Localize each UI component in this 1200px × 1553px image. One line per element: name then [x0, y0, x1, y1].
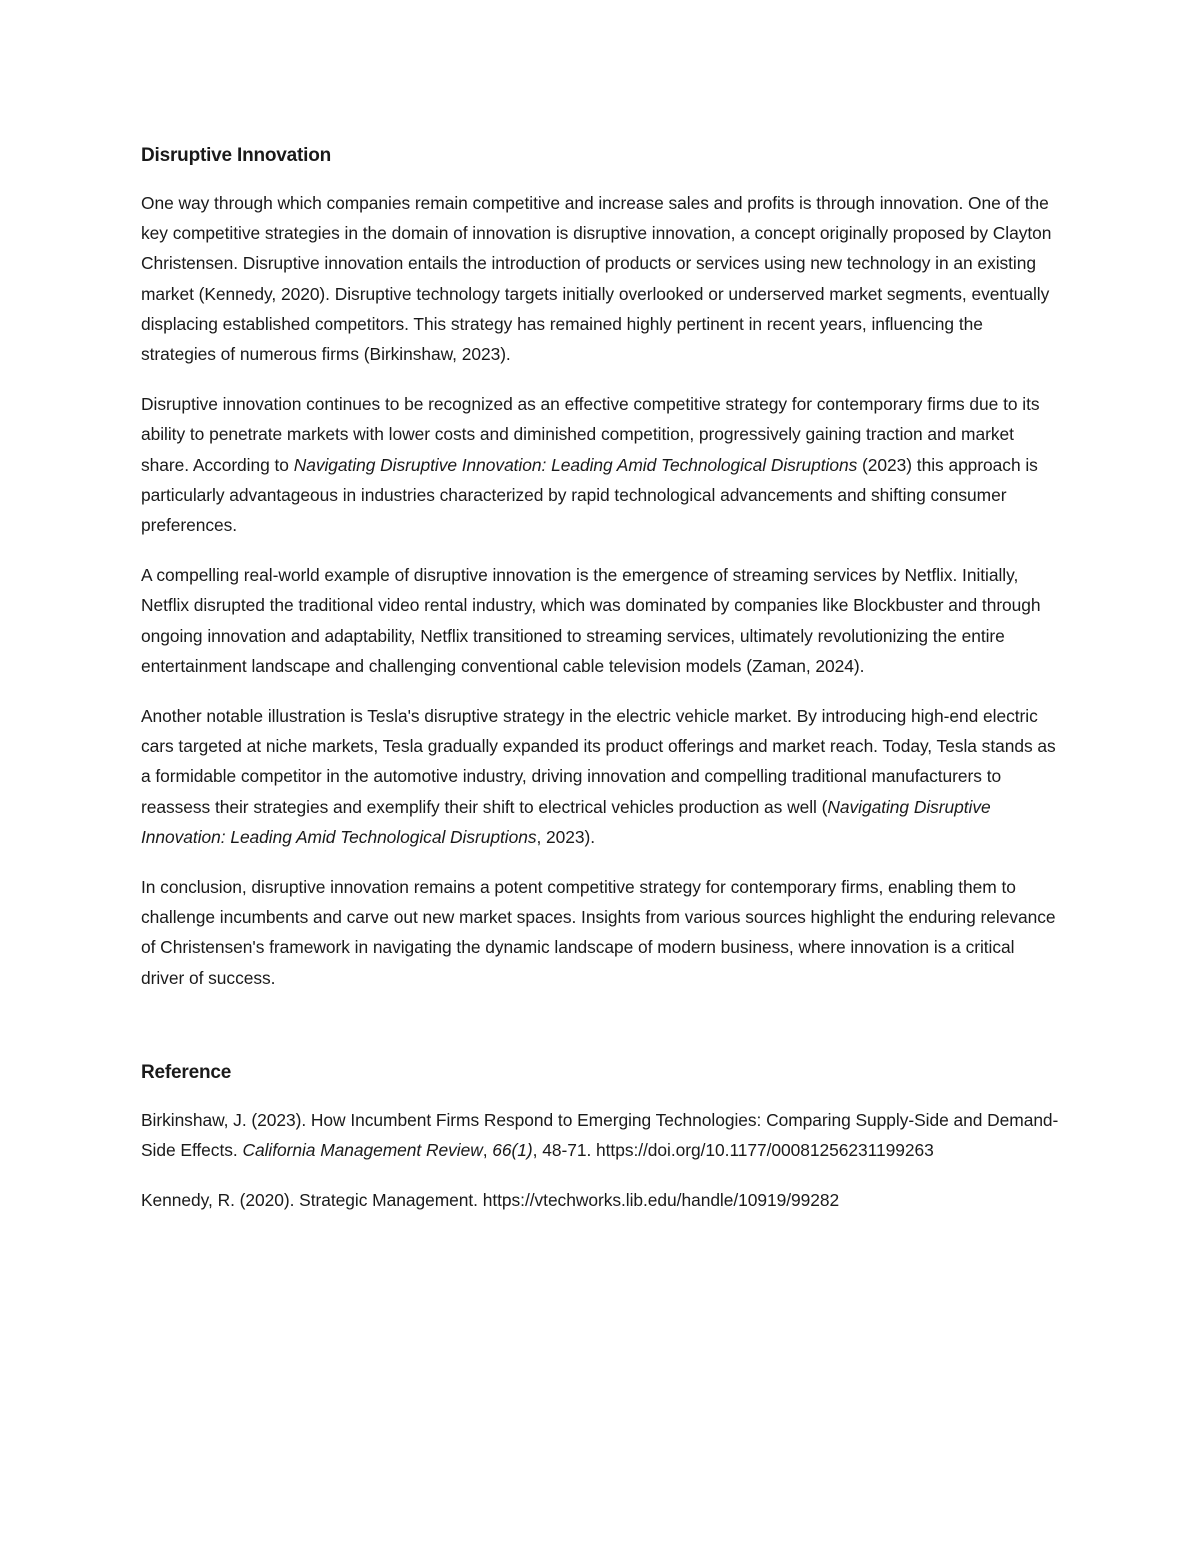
reference-heading: Reference: [141, 1061, 232, 1083]
paragraph-3: A compelling real-world example of disruptive innovation is the emergence of streaming services by Netflix. Initially, Netflix disrupted the traditional video rental industry, which was dominated by companies like Blockbuster and through ongoing innovation and adaptability, Netflix transitioned to streaming services, ultimately revolutionizing the entire entertainment landscape and challenging conventional cable television models (Zaman, 2024).: [141, 565, 1041, 676]
paragraph-1: One way through which companies remain competitive and increase sales and profits is through innovation. One of the key competitive strategies in the domain of innovation is disruptive innovation, a concept originally proposed by Clayton Christensen. Disruptive innovation entails the introduction of products or services using new technology in an existing market (Kennedy, 2020). Disruptive technology targets initially overlooked or underserved market segments, eventually displacing established competitors. This strategy has remained highly pertinent in recent years, influencing the strategies of numerous firms (Birkinshaw, 2023).: [141, 193, 1052, 365]
paragraph-2: [141, 389, 1061, 540]
paragraph-2-text-a: Disruptive innovation continues to be recognized as an effective competitive strategy for contemporary firms due to its ability to penetrate markets with lower costs and diminished competition, progressively gaining traction and market share. According to: [141, 394, 1040, 475]
reference-1-separator: ,: [482, 1140, 493, 1161]
reference-1-journal: California Management Review: [242, 1140, 483, 1161]
paragraph-2-italic-title: Navigating Disruptive Innovation: Leading Amid Technological Disruptions: [293, 454, 858, 475]
document-page: [141, 138, 1061, 1215]
paragraph-5: In conclusion, disruptive innovation remains a potent competitive strategy for contemporary firms, enabling them to challenge incumbents and carve out new market spaces. Insights from various sources highlight the enduring relevance of Christensen's framework in navigating the dynamic landscape of modern business, where innovation is a critical driver of success.: [141, 877, 1056, 988]
reference-entry-2: Kennedy, R. (2020). Strategic Management. https://vtechworks.lib.edu/handle/10919/99282: [141, 1190, 840, 1211]
reference-1-text-b: , 48-71. https://doi.org/10.1177/00081256231199263: [532, 1140, 934, 1161]
paragraph-2-text-b: (2023) this approach is particularly advantageous in industries characterized by rapid technological advancements and shifting consumer preferences.: [141, 454, 1038, 536]
paragraph-4-text-a: Another notable illustration is Tesla's disruptive strategy in the electric vehicle market. By introducing high-end electric cars targeted at niche markets, Tesla gradually expanded its product offerings and market reach. Today, Tesla stands as a formidable competitor in the automotive industry, driving innovation and compelling traditional manufacturers to reassess their strategies and exemplify their shift to electrical vehicles production as well (: [141, 706, 1056, 817]
paragraph-4-italic-title: Navigating Disruptive Innovation: Leading Amid Technological Disruptions: [141, 796, 991, 847]
paragraph-4: [141, 701, 1061, 852]
section-heading: Disruptive Innovation: [141, 145, 332, 166]
reference-1-text-a: Birkinshaw, J. (2023). How Incumbent Firms Respond to Emerging Technologies: Comparing Supply-Side and Demand-Side Effects.: [141, 1109, 1059, 1161]
paragraph-4-text-b: , 2023).: [536, 826, 596, 847]
reference-1-volume: 66(1): [492, 1140, 533, 1161]
reference-entry-1: [141, 1105, 1061, 1165]
